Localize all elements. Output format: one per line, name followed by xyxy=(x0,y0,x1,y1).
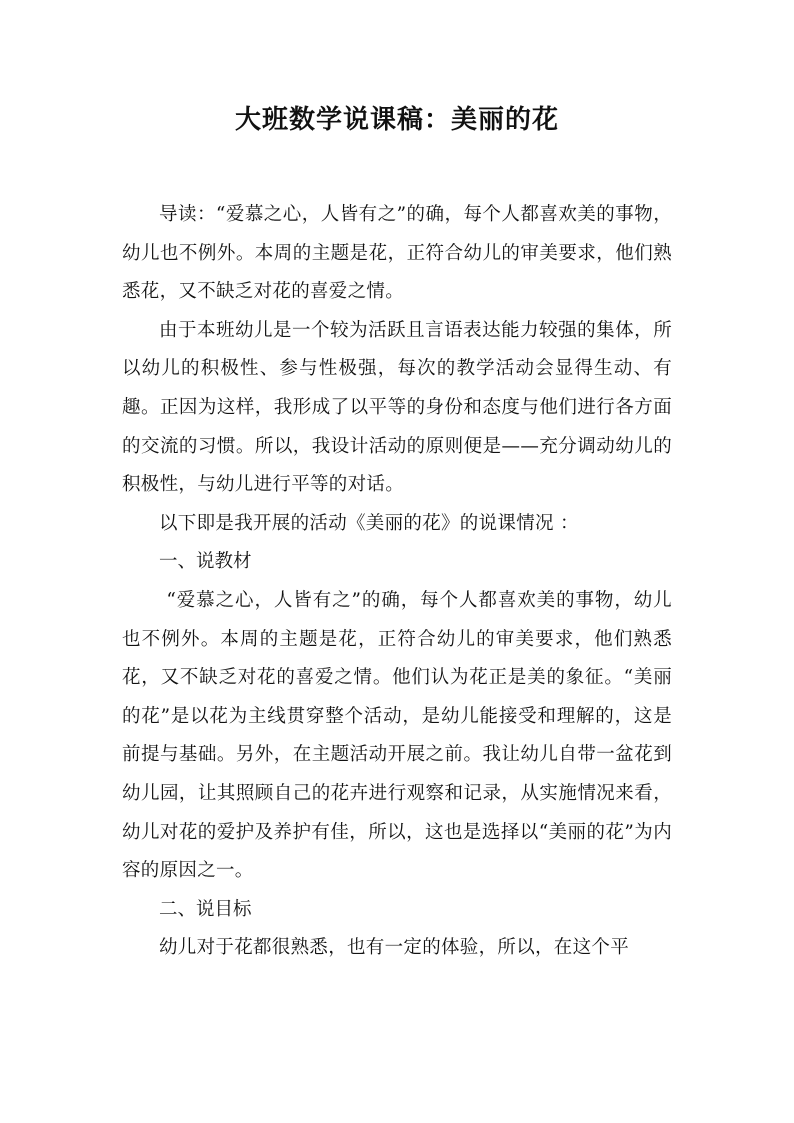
section-heading-objectives: 二、说目标 xyxy=(159,898,252,920)
class-description-paragraph: 由于本班幼儿是一个较为活跃且言语表达能力较强的集体，所以幼儿的积极性、参与性极强，每次的教学活动会显得生动、有趣。正因为这样，我形成了以平等的身份和态度与他们进行各方面的交流的习惯。所以，我设计活动的原则便是——充分调动幼儿的积极性，与幼儿进行平等的对话。 xyxy=(122,319,672,496)
intro-paragraph: 导读：“爱慕之心，人皆有之”的确，每个人都喜欢美的事物，幼儿也不例外。本周的主题是花，正符合幼儿的审美要求，他们熟悉花，又不缺乏对花的喜爱之情。 xyxy=(122,204,672,303)
lead-in-paragraph: 以下即是我开展的活动《美丽的花》的说课情况 ： xyxy=(159,512,579,534)
teaching-material-paragraph: “爱慕之心，人皆有之”的确，每个人都喜欢美的事物，幼儿也不例外。本周的主题是花，正符合幼儿的审美要求，他们熟悉花，又不缺乏对花的喜爱之情。他们认为花正是美的象征。“美丽的花”是以花为主线贯穿整个活动，是幼儿能接受和理解的，这是前提与基础。另外，在主题活动开展之前。我让幼儿自带一盆花到幼儿园，让其照顾自己的花卉进行观察和记录，从实施情况来看，幼儿对花的爱护及养护有佳，所以，这也是选择以“美丽的花”为内容的原因之一。 xyxy=(122,589,672,882)
objectives-paragraph: 幼儿对于花都很熟悉，也有一定的体验，所以，在这个平 xyxy=(159,937,630,959)
section-heading-teaching-material: 一、说教材 xyxy=(159,551,252,573)
page-title: 大班数学说课稿：美丽的花 xyxy=(234,105,559,135)
document-body xyxy=(122,196,672,968)
